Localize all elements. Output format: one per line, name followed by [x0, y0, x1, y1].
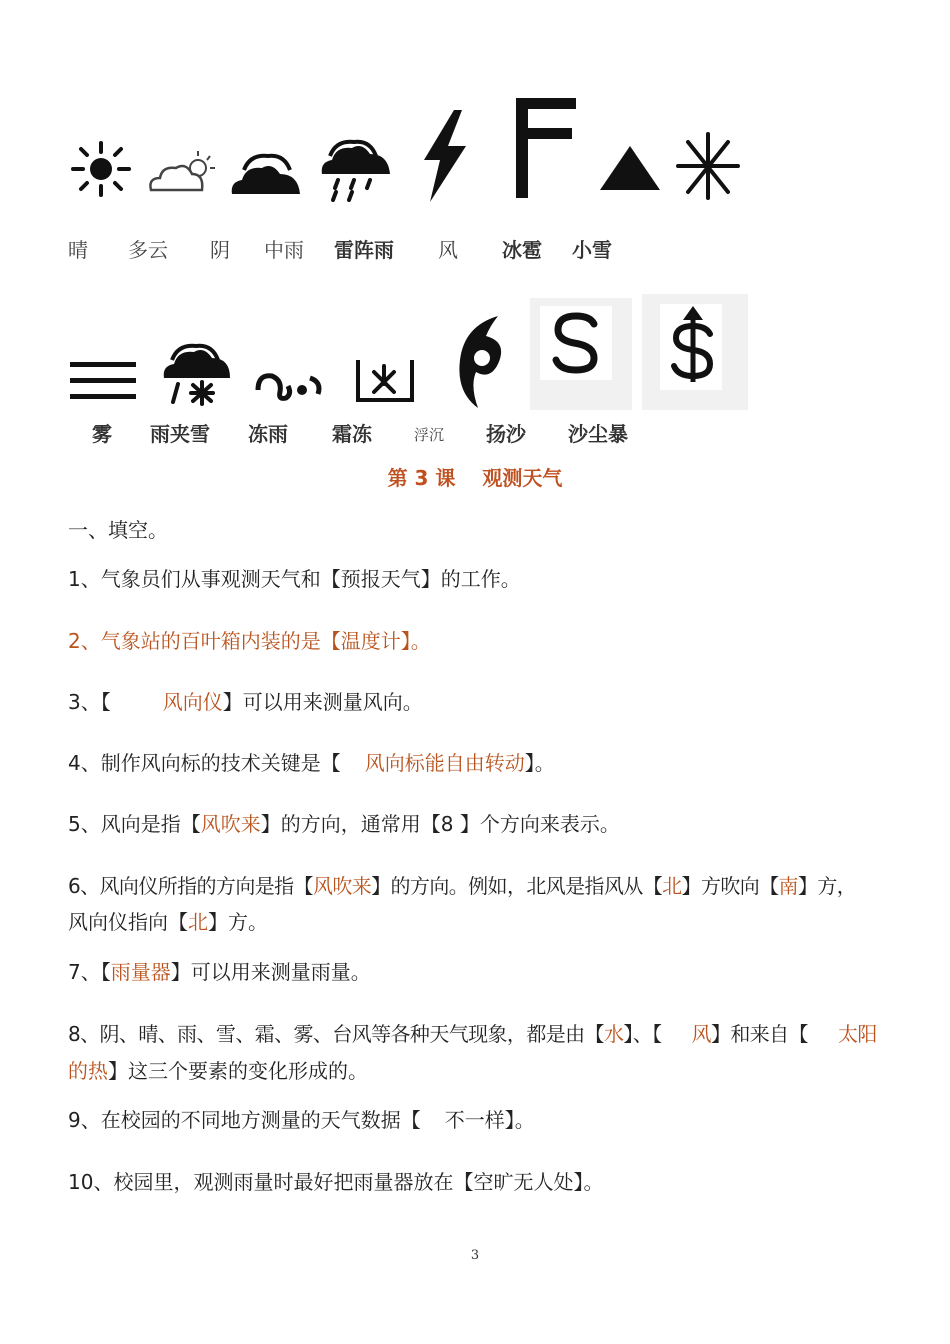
- q4-suffix: 】。: [524, 751, 555, 775]
- q7-answer: 雨量器: [110, 960, 171, 984]
- sleet-icon: [160, 340, 232, 406]
- q9-prefix: 9、在校园的不同地方测量的天气数据【: [68, 1108, 421, 1132]
- q6-answer2: 北: [662, 874, 682, 898]
- q5-prefix: 5、风向是指【: [68, 812, 201, 836]
- q3-suffix: 】可以用来测量风向。: [222, 690, 423, 714]
- q3-answer: 风向仪: [162, 690, 223, 714]
- label-light-snow: 小雪: [572, 238, 612, 262]
- sandstorm-icon: [642, 294, 748, 410]
- q6-answer4: 北: [188, 910, 208, 934]
- q6-answer3: 南: [778, 874, 798, 898]
- page-number: 3: [470, 1248, 480, 1263]
- blowing-sand-icon: [530, 298, 632, 410]
- label-wind: 风: [438, 238, 458, 262]
- sunny-icon: [68, 138, 134, 200]
- q6-part2: 】的方向。例如，北风是指风从【: [371, 874, 663, 898]
- label-sleet: 雨夹雪: [150, 422, 210, 446]
- partly-cloudy-icon: [146, 148, 218, 196]
- q8-answer3-cont: 的热: [68, 1059, 108, 1083]
- q6-answer1: 风吹来: [312, 874, 372, 898]
- hail-icon: [598, 144, 662, 192]
- question-10: 10、校园里，观测雨量时最好把雨量器放在【空旷无人处】。: [68, 1170, 604, 1194]
- light-snow-icon: [674, 130, 742, 202]
- q9-answer: 不一样: [444, 1108, 505, 1132]
- label-blowing-sand: 扬沙: [486, 422, 526, 446]
- label-freezing-rain: 冻雨: [248, 422, 288, 446]
- lesson-title: 第 3 课 观测天气: [387, 466, 563, 490]
- q8-answer1: 水: [603, 1022, 624, 1046]
- label-frost: 霜冻: [332, 422, 372, 446]
- q8-part1: 8、阴、晴、雨、雪、霜、雾、台风等各种天气现象，都是由【: [68, 1022, 604, 1046]
- frost-icon: [354, 354, 416, 406]
- label-fog: 雾: [92, 422, 112, 446]
- question-6-line1: [68, 870, 856, 899]
- q6-part1: 6、风向仪所指的方向是指【: [68, 874, 313, 898]
- q6-part4: 】方，: [797, 874, 857, 898]
- question-5: [68, 808, 620, 837]
- q8-answer3: 太阳: [837, 1022, 877, 1046]
- q4-answer: 风向标能自由转动: [364, 751, 525, 775]
- label-floating-dust: 浮沉: [414, 426, 445, 444]
- label-sunny: 晴: [68, 238, 88, 262]
- wind-icon: [512, 96, 576, 200]
- lightning-icon: [418, 110, 470, 202]
- moderate-rain-icon: [318, 134, 392, 202]
- label-thunderstorm: 雷阵雨: [334, 238, 394, 262]
- q6-part6: 】方。: [208, 910, 268, 934]
- q8-part4: 】这三个要素的变化形成的。: [108, 1059, 368, 1083]
- question-6-line2: [68, 906, 268, 935]
- q5-rest: 】的方向，通常用【8 】个方向来表示。: [260, 812, 620, 836]
- question-3: [68, 686, 423, 715]
- section-heading: 一、填空。: [68, 518, 168, 542]
- question-2: 2、气象站的百叶箱内装的是【温度计】。: [68, 629, 431, 653]
- question-8-line2: [68, 1055, 368, 1084]
- q6-part3: 】方吹向【: [681, 874, 779, 898]
- q4-prefix: 4、制作风向标的技术关键是【: [68, 751, 341, 775]
- label-sandstorm: 沙尘暴: [568, 422, 628, 446]
- q6-part5: 风向仪指向【: [68, 910, 188, 934]
- label-hail: 冰雹: [502, 238, 542, 262]
- q8-part2: 】、【: [623, 1022, 662, 1046]
- q5-answer: 风吹来: [200, 812, 261, 836]
- question-4: [68, 747, 555, 776]
- q3-prefix: 3、【: [68, 690, 111, 714]
- q9-suffix: 】。: [504, 1108, 535, 1132]
- q7-suffix: 】可以用来测量雨量。: [170, 960, 371, 984]
- question-7: [68, 956, 371, 985]
- fog-icon: [68, 358, 138, 404]
- q8-answer2: 风: [691, 1022, 711, 1046]
- label-partly-cloudy: 多云: [128, 238, 168, 262]
- freezing-rain-icon: [252, 368, 324, 404]
- typhoon-icon: [450, 314, 510, 410]
- question-9: [68, 1104, 535, 1133]
- label-overcast: 阴: [210, 238, 230, 262]
- label-moderate-rain: 中雨: [264, 238, 304, 262]
- q8-part3: 】和来自【: [710, 1022, 808, 1046]
- question-8-line1: [68, 1018, 877, 1047]
- overcast-icon: [228, 148, 304, 198]
- q7-prefix: 7、【: [68, 960, 111, 984]
- question-1: 1、气象员们从事观测天气和【预报天气】的工作。: [68, 567, 521, 591]
